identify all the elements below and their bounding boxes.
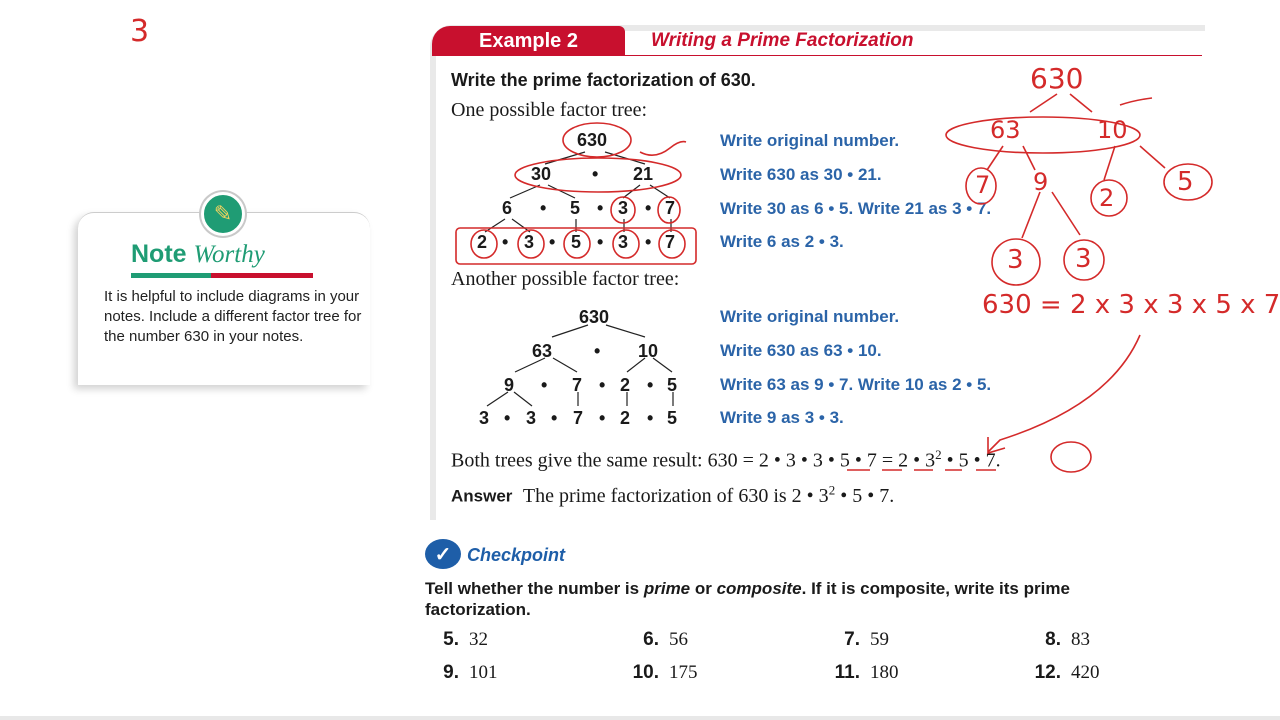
tree1-row1-dot: • (592, 164, 599, 184)
tree1-row2-2: 5 (570, 198, 581, 218)
hand-630-top: 630 (1030, 62, 1084, 95)
tree1-row3-7: • (645, 232, 652, 252)
example-heading: Writing a Prime Factorization (651, 30, 914, 51)
tree1-row2-6: 7 (665, 198, 676, 218)
pencil-icon: ✎ (201, 192, 245, 236)
example-prompt: Write the prime factorization of 630. (451, 70, 756, 90)
note-worthy-body: It is helpful to include diagrams in your notes. Include a different factor tree for the number 630 in your notes. (104, 288, 362, 345)
tree2-row3-1: • (504, 408, 511, 428)
exercise-5: 5. 32 (443, 629, 488, 650)
exercise-8: 8. 83 (1045, 629, 1090, 650)
tree2-row2-6: 5 (667, 375, 678, 395)
tree2-row3-0: 3 (479, 408, 490, 428)
tree2-row2-3: • (599, 375, 606, 395)
tree2-step-2: Write 630 as 63 • 10. (720, 341, 882, 360)
tree1-label: One possible factor tree: (451, 99, 648, 121)
hand-63: 63 (990, 116, 1021, 144)
hand-9: 9 (1033, 168, 1049, 196)
tree2-root: 630 (579, 307, 610, 327)
tree2-row1-dot: • (594, 341, 601, 361)
checkpoint-instruction: Tell whether the number is prime or composite. If it is composite, write its prime factorization. (425, 579, 1070, 619)
tree2-row2-4: 2 (620, 375, 631, 395)
exercise-12: 12. 420 (1034, 662, 1100, 683)
checkpoint-title: Checkpoint (467, 545, 566, 565)
hand-10: 10 (1097, 116, 1128, 144)
tree2-row3-5: • (599, 408, 606, 428)
tree2-row2-1: • (541, 375, 548, 395)
handwriting-strokes (440, 60, 1270, 480)
exercise-9: 9. 101 (443, 662, 498, 683)
tree1-step-1: Write original number. (720, 131, 900, 150)
tree2-label: Another possible factor tree: (451, 268, 680, 290)
tree2-row3-2: 3 (526, 408, 537, 428)
tree2-row3-8: 5 (667, 408, 678, 428)
tree1-row2-3: • (597, 198, 604, 218)
exercise-10: 10. 175 (632, 662, 698, 683)
tree1-row2-4: 3 (618, 198, 629, 218)
note-worthy-title: Note Worthy (131, 240, 265, 268)
hand-3-left: 3 (1007, 245, 1024, 275)
tree1-row3-5: • (597, 232, 604, 252)
tree1-row3-1: • (502, 232, 509, 252)
tree1-row3-8: 7 (665, 232, 676, 252)
exercise-11: 11. 180 (834, 662, 899, 683)
tree1-step-3: Write 30 as 6 • 5. Write 21 as 3 • 7. (720, 199, 992, 218)
hand-7: 7 (975, 171, 991, 199)
tree2-row1-b: 10 (638, 341, 659, 361)
hand-3-right: 3 (1075, 244, 1092, 274)
answer-label: Answer (451, 486, 513, 506)
tree1-row1-a: 30 (531, 164, 552, 184)
tree1-step-4: Write 6 as 2 • 3. (720, 232, 844, 251)
tree1-row3-4: 5 (571, 232, 582, 252)
tree2-row2-5: • (647, 375, 654, 395)
tree1-step-2: Write 630 as 30 • 21. (720, 165, 882, 184)
hand-2: 2 (1099, 184, 1115, 212)
tree2-step-1: Write original number. (720, 307, 900, 326)
example-heading-rule (432, 55, 1202, 56)
bottom-edge (0, 716, 1280, 720)
tree1-row1-b: 21 (633, 164, 654, 184)
tree1-row3-6: 3 (618, 232, 629, 252)
note-worthy-rule (131, 273, 313, 278)
tree1-row3-3: • (549, 232, 556, 252)
tree1-row2-0: 6 (502, 198, 513, 218)
tree2-row2-0: 9 (504, 375, 515, 395)
tree1-row3-2: 3 (524, 232, 535, 252)
tree2-row3-3: • (551, 408, 558, 428)
exercise-7: 7. 59 (844, 629, 889, 650)
tree2-row1-a: 63 (532, 341, 553, 361)
answer-line: Answer The prime factorization of 630 is 2 • $3^2$ • 5 • 7. (451, 482, 895, 507)
tree2-row3-6: 2 (620, 408, 631, 428)
result-line: Both trees give the same result: 630 = 2 • 3 • 3 • 5 • 7 = 2 • $3^2$ • 5 • 7. (451, 447, 1001, 472)
tree1-root: 630 (577, 130, 608, 150)
hand-equation: 630 = 2 x 3 x 3 x 5 x 7 (982, 290, 1280, 320)
margin-handwritten-number: 3 (130, 14, 150, 49)
tree2-row3-4: 7 (573, 408, 584, 428)
tree2-step-4: Write 9 as 3 • 3. (720, 408, 844, 427)
example-tab: Example 2 (432, 26, 625, 56)
hand-5: 5 (1177, 167, 1194, 197)
checkmark-icon: ✓ (425, 539, 461, 569)
tree1-row2-1: • (540, 198, 547, 218)
tree1-row3-0: 2 (477, 232, 488, 252)
tree2-row2-2: 7 (572, 375, 583, 395)
tree1-row2-5: • (645, 198, 652, 218)
tree2-row3-7: • (647, 408, 654, 428)
tree2-step-3: Write 63 as 9 • 7. Write 10 as 2 • 5. (720, 375, 992, 394)
exercise-6: 6. 56 (643, 629, 688, 650)
